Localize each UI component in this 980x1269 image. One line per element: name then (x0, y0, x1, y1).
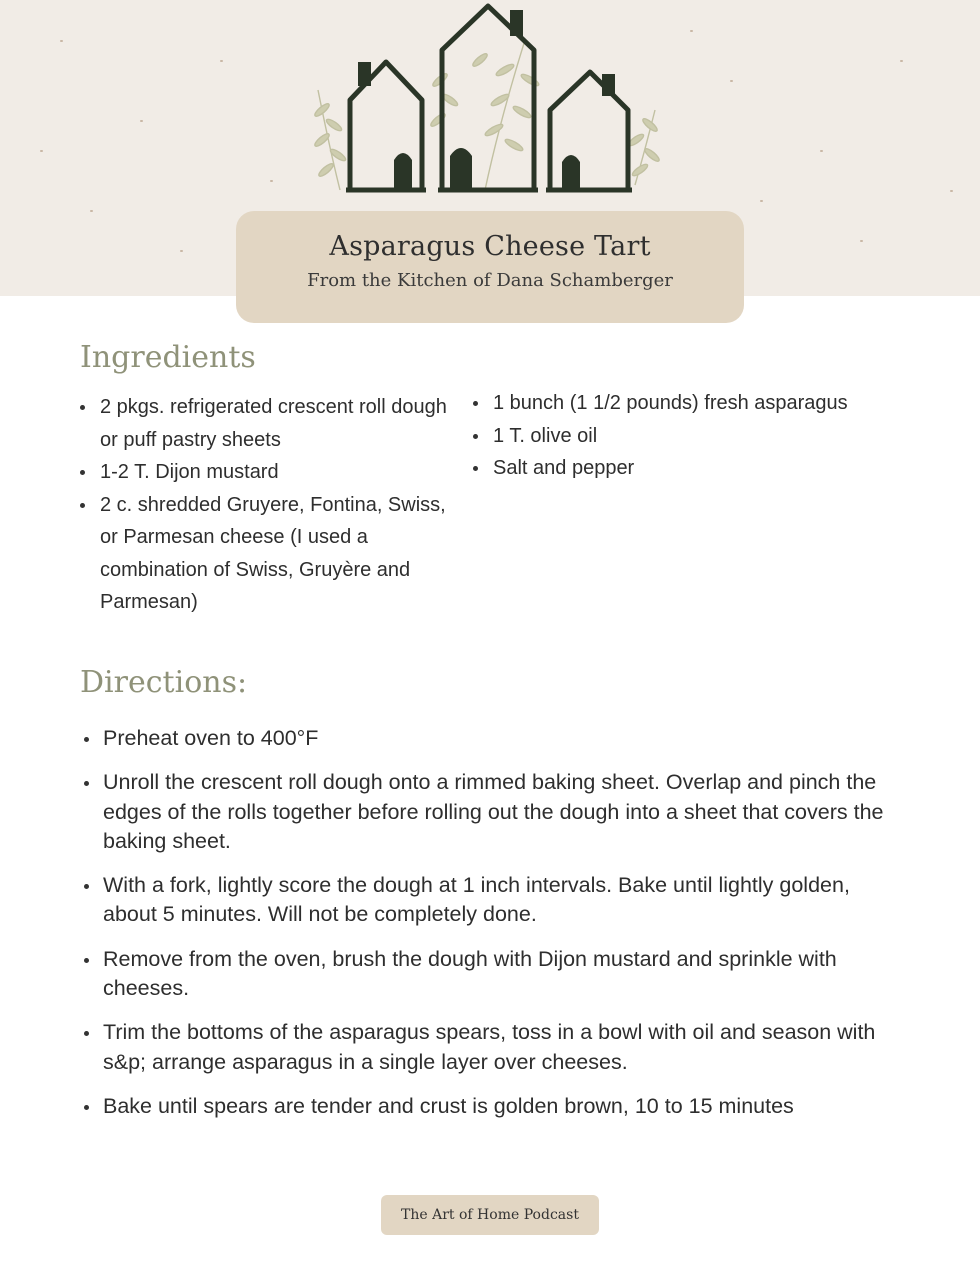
ingredient-item: 2 pkgs. refrigerated crescent roll dough or puff pastry sheets (80, 391, 450, 456)
ingredient-item: Salt and pepper (473, 452, 893, 485)
ingredients-heading: Ingredients (80, 340, 256, 375)
recipe-title: Asparagus Cheese Tart (329, 231, 651, 262)
houses-with-foliage-icon (300, 0, 680, 200)
ingredient-item: 1-2 T. Dijon mustard (80, 456, 450, 489)
recipe-subtitle: From the Kitchen of Dana Schamberger (307, 270, 673, 291)
direction-step: With a fork, lightly score the dough at 1 inch intervals. Bake until lightly golden, about 5 minutes. Will not be completely done. (83, 871, 903, 930)
podcast-footer-label: The Art of Home Podcast (381, 1195, 599, 1235)
ingredient-item: 2 c. shredded Gruyere, Fontina, Swiss, or Parmesan cheese (I used a combination of Swiss, Gruyère and Parmesan) (80, 489, 450, 619)
direction-step: Unroll the crescent roll dough onto a rimmed baking sheet. Overlap and pinch the edges of the rolls together before rolling out the dough into a sheet that covers the baking sheet. (83, 768, 903, 856)
directions-list (83, 724, 903, 1136)
direction-step: Bake until spears are tender and crust is golden brown, 10 to 15 minutes (83, 1092, 903, 1121)
direction-step: Trim the bottoms of the asparagus spears, toss in a bowl with oil and season with s&p; arrange asparagus in a single layer over cheeses. (83, 1018, 903, 1077)
title-card (236, 211, 744, 323)
ingredient-item: 1 T. olive oil (473, 420, 893, 453)
ingredient-item: 1 bunch (1 1/2 pounds) fresh asparagus (473, 387, 893, 420)
ingredients-list-right (473, 387, 893, 485)
direction-step: Remove from the oven, brush the dough with Dijon mustard and sprinkle with cheeses. (83, 945, 903, 1004)
ingredients-list-left (80, 391, 450, 619)
direction-step: Preheat oven to 400°F (83, 724, 903, 753)
directions-heading: Directions: (80, 665, 248, 700)
